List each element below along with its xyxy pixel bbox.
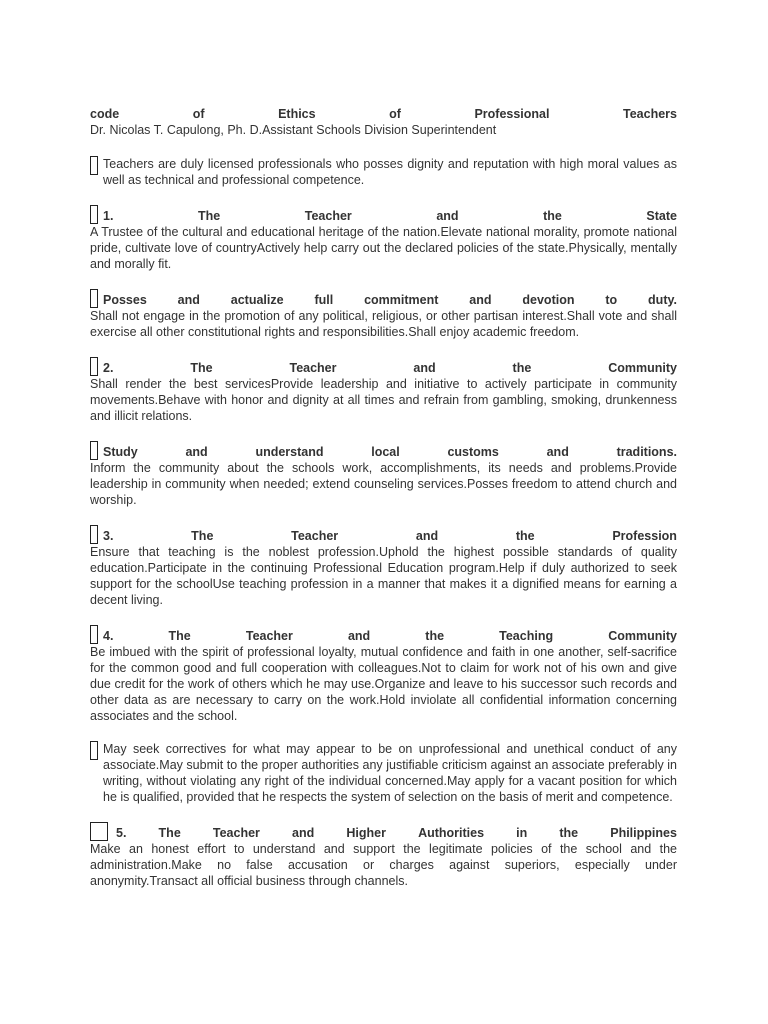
heading-word: and: [546, 445, 569, 459]
heading-word: Teacher: [304, 209, 352, 223]
heading-word: Profession: [612, 529, 677, 543]
heading-word: devotion: [522, 293, 575, 307]
heading-word: full: [314, 293, 334, 307]
checkbox-glyph-icon: [90, 289, 98, 308]
heading-word: Teacher: [245, 629, 293, 643]
heading-word: 5.: [116, 826, 127, 840]
section-body-text: Shall not engage in the promotion of any political, religious, or other partisan interest.Shall vote and shall exercise all other constitutional rights and responsibilities.Shall enjoy academic freedom.: [90, 309, 677, 339]
heading-word: Teacher: [212, 826, 260, 840]
heading-word: The: [158, 826, 181, 840]
heading-word: the: [515, 529, 535, 543]
section-heading-words: [103, 292, 677, 308]
heading-word: The: [190, 361, 213, 375]
heading-word: Community: [608, 629, 677, 643]
section-heading: [90, 205, 677, 224]
section-block: [90, 822, 677, 889]
section-body-text: Be imbued with the spirit of professional loyalty, mutual confidence and faith in one another, self-sacrifice for the common good and full cooperation with colleagues.Not to claim for work not of his own and give due credit for the work of others which he may use.Organize and leave to his successor such records and other data as are necessary to carry on the work.Hold inviolate all confidential information concerning associates and the school.: [90, 645, 677, 723]
heading-word: 4.: [103, 629, 114, 643]
heading-word: understand: [255, 445, 324, 459]
heading-word: traditions.: [616, 445, 677, 459]
section-body-text: Ensure that teaching is the noblest profession.Uphold the highest possible standards of quality education.Participate in the continuing Professional Education program.Help if duly authorized to seek support for the schoolUse teaching profession in a manner that makes it a dignified means for earning a decent living.: [90, 545, 677, 607]
checkbox-glyph-icon: [90, 625, 98, 644]
heading-word: Teaching: [499, 629, 554, 643]
heading-word: actualize: [230, 293, 284, 307]
heading-word: to: [605, 293, 618, 307]
checkbox-glyph-icon: [90, 205, 98, 224]
heading-word: and: [347, 629, 371, 643]
checkbox-glyph-icon: [90, 156, 98, 175]
title-word: of: [192, 107, 205, 121]
heading-word: Authorities: [418, 826, 485, 840]
section-heading: [90, 625, 677, 644]
heading-word: and: [292, 826, 315, 840]
section-heading-words: [103, 360, 677, 376]
title-word: of: [389, 107, 401, 121]
heading-word: Teacher: [291, 529, 339, 543]
heading-word: in: [516, 826, 528, 840]
title-block: [90, 106, 677, 138]
heading-word: The: [197, 209, 221, 223]
heading-word: local: [371, 445, 400, 459]
sections-container: [90, 156, 677, 889]
section-block: [90, 205, 677, 272]
heading-word: and: [413, 361, 436, 375]
heading-word: Community: [608, 361, 677, 375]
heading-word: the: [543, 209, 562, 223]
section-heading-words: [103, 208, 677, 224]
section-heading-words: [103, 628, 677, 644]
heading-word: customs: [447, 445, 499, 459]
checkbox-glyph-icon: [90, 357, 98, 376]
heading-word: Teacher: [289, 361, 337, 375]
section-block: [90, 625, 677, 724]
section-intro-text: Teachers are duly licensed professionals who posses dignity and reputation with high moral values as well as technical and professional competence.: [103, 157, 677, 187]
section-body-text: Make an honest effort to understand and support the legitimate policies of the school and the administration.Make no false accusation or charges against superiors, especially under anonymity.Transact all official business through channels.: [90, 842, 677, 888]
section-heading: [90, 525, 677, 544]
heading-word: 3.: [103, 529, 114, 543]
section-heading-words: [103, 528, 677, 544]
heading-word: Philippines: [610, 826, 677, 840]
section-intro-text: May seek correctives for what may appear to be on unprofessional and unethical conduct of any associate.May submit to the proper authorities any justifiable criticism against an associate preferably in writing, without violating any right of the individual concerned.May apply for a vacant position for which he is qualified, provided that he respects the system of selection on the basis of merit and competence.: [103, 742, 677, 804]
heading-word: and: [177, 293, 200, 307]
title-word: Professional: [474, 107, 550, 121]
heading-word: and: [415, 529, 439, 543]
section-heading: [90, 441, 677, 460]
heading-word: the: [559, 826, 579, 840]
title-word: Ethics: [278, 107, 316, 121]
heading-word: and: [469, 293, 492, 307]
title-word: code: [90, 107, 120, 121]
section-block: [90, 156, 677, 188]
heading-word: The: [191, 529, 214, 543]
heading-word: Posses: [103, 293, 147, 307]
heading-word: and: [185, 445, 208, 459]
heading-word: State: [646, 209, 677, 223]
heading-word: The: [168, 629, 191, 643]
section-block: [90, 525, 677, 608]
heading-word: and: [436, 209, 459, 223]
section-block: [90, 741, 677, 805]
heading-word: duty.: [648, 293, 677, 307]
checkbox-glyph-icon: [90, 822, 108, 841]
section-block: [90, 289, 677, 340]
section-block: [90, 357, 677, 424]
section-body-text: Shall render the best servicesProvide leadership and initiative to actively participate in community movements.Behave with honor and dignity at all times and refrain from gambling, smoking, drunkenness and illicit relations.: [90, 377, 677, 423]
checkbox-glyph-icon: [90, 741, 98, 760]
heading-word: 2.: [103, 361, 114, 375]
section-block: [90, 441, 677, 508]
section-body-text: Inform the community about the schools work, accomplishments, its needs and problems.Provide leadership in community when needed; extend counseling services.Posses freedom to attend church and worship.: [90, 461, 677, 507]
section-body-text: A Trustee of the cultural and educational heritage of the nation.Elevate national morality, promote national pride, cultivate love of countryActively help carry out the declared policies of the state.Physically, mentally and morally fit.: [90, 225, 677, 271]
section-heading: [90, 741, 677, 805]
heading-word: Higher: [346, 826, 386, 840]
heading-word: the: [425, 629, 445, 643]
section-heading-words: [116, 825, 677, 841]
section-heading: [90, 357, 677, 376]
heading-word: Study: [103, 445, 138, 459]
section-heading-words: [103, 444, 677, 460]
heading-word: the: [512, 361, 532, 375]
document-title: [90, 106, 677, 122]
section-heading: [90, 822, 677, 841]
checkbox-glyph-icon: [90, 441, 98, 460]
checkbox-glyph-icon: [90, 525, 98, 544]
author-line: Dr. Nicolas T. Capulong, Ph. D.Assistant Schools Division Superintendent: [90, 123, 497, 137]
document-page: [90, 106, 677, 906]
heading-word: commitment: [364, 293, 439, 307]
title-word: Teachers: [623, 107, 677, 121]
section-heading: [90, 289, 677, 308]
section-heading: [90, 156, 677, 188]
heading-word: 1.: [103, 209, 114, 223]
